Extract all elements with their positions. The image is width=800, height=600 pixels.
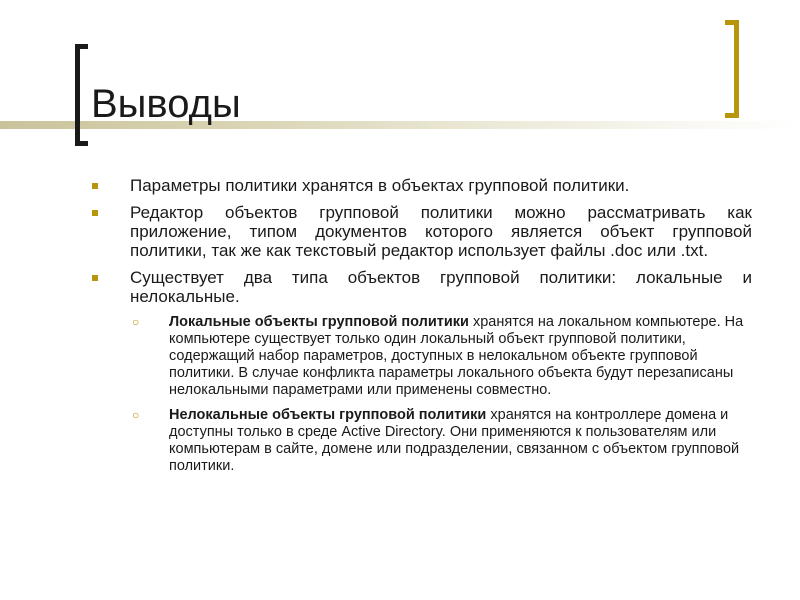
hollow-circle-bullet-icon: ○ — [132, 315, 140, 329]
bullet-item — [92, 203, 752, 260]
slide-content — [92, 176, 752, 483]
sub-bullet-text: хранятся на контроллере домена и доступны только в среде Active Directory. Они применяются к пользователям или компьютерам в сайте, домене или подразделении, связанном с объектом групповой политики. — [169, 407, 740, 474]
right-bracket-decoration — [725, 20, 739, 118]
square-bullet-icon — [92, 210, 98, 216]
sub-bullet-item — [92, 314, 752, 399]
sub-bullet-bold-text: Нелокальные объекты групповой политики — [169, 407, 487, 423]
sub-bullet-bold-text: Локальные объекты групповой политики — [169, 314, 469, 330]
sub-bullet-text: хранятся на локальном компьютере. На компьютере существует только один локальный объект групповой политики, содержащий набор параметров, доступных в нелокальном объекте групповой политики. В случае конфликта параметры локального объекта будут перезаписаны нелокальными параметрами или применены совместно. — [169, 314, 744, 398]
sub-bullet-item — [92, 407, 752, 475]
bullet-text: Существует два типа объектов групповой политики: локальные и нелокальные. — [130, 268, 752, 306]
bullet-item — [92, 268, 752, 306]
bullet-text: Параметры политики хранятся в объектах групповой политики. — [130, 176, 630, 195]
bullet-text: Редактор объектов групповой политики можно рассматривать как приложение, типом документов которого является объект групповой политики, так же как текстовый редактор использует файлы .doc или .txt. — [130, 203, 752, 260]
square-bullet-icon — [92, 183, 98, 189]
bullet-item — [92, 176, 752, 195]
square-bullet-icon — [92, 275, 98, 281]
left-bracket-decoration — [75, 44, 88, 146]
slide-title: Выводы — [91, 82, 241, 126]
hollow-circle-bullet-icon: ○ — [132, 408, 140, 422]
